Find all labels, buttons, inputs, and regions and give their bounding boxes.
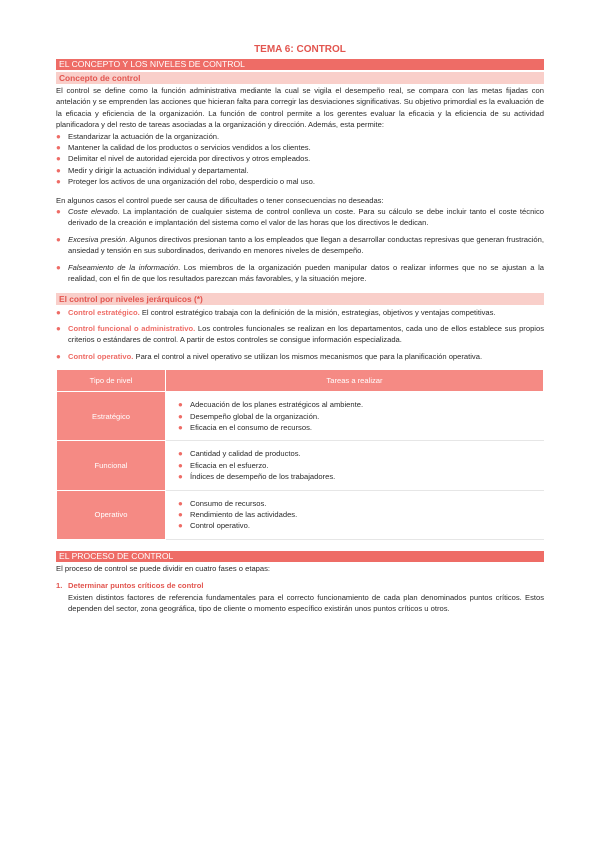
table-cell-level: Estratégico bbox=[57, 392, 166, 441]
table-cell-level: Operativo bbox=[57, 490, 166, 539]
list-item: ● Índices de desempeño de los trabajadores. bbox=[178, 472, 336, 482]
list-item: ● Proteger los activos de una organización del robo, desperdicio o mal uso. bbox=[56, 177, 315, 187]
difficulties-list bbox=[56, 206, 544, 284]
concept-paragraph: El control se define como la función administrativa mediante la cual se vigila el desempeño real, se compara con las metas fijadas con antelación y se emprenden las acciones que hicieran falta para corregir las desviaciones significativas. Su objetivo primordial es la evaluación de la eficacia y eficiencia de la organización. La función de control permite a los gerentes evaluar la eficacia y la eficiencia de su actividad planificadora y del resto de tareas asociadas a la organización y dirección. Además, esta permite: bbox=[56, 86, 544, 130]
table-row bbox=[57, 441, 544, 490]
page-content bbox=[56, 44, 544, 614]
bullet-icon: ● bbox=[56, 351, 61, 361]
bullet-icon: ● bbox=[56, 177, 61, 187]
list-item: ● Eficacia en el esfuerzo. bbox=[178, 460, 269, 470]
levels-list bbox=[56, 307, 544, 363]
document-title: TEMA 6: CONTROL bbox=[254, 44, 346, 55]
subheading-concept: Concepto de control bbox=[56, 72, 544, 84]
list-item: ● Cantidad y calidad de productos. bbox=[178, 449, 301, 459]
list-item: ● Falseamiento de la información. Los miembros de la organización pueden manipular datos o realizar informes que no se ajustan a la realidad, con el fin de que los resultados parezcan más favorables, y la situación mejore. bbox=[56, 262, 544, 284]
bullet-icon: ● bbox=[178, 411, 183, 421]
bullet-icon: ● bbox=[178, 498, 183, 508]
difficulty-term: Coste elevado bbox=[68, 207, 118, 217]
section-heading-concept-levels: EL CONCEPTO Y LOS NIVELES DE CONTROL bbox=[56, 59, 544, 70]
table-header-level: Tipo de nivel bbox=[57, 370, 166, 392]
step-number: 1. bbox=[56, 581, 63, 591]
list-item: ● Coste elevado. La implantación de cualquier sistema de control conlleva un coste. Para su cálculo se debe incluir tanto el coste técnico derivado de la creación e implantación del sistema como el valor de las horas que los directivos le dedican. bbox=[56, 207, 544, 228]
bullet-icon: ● bbox=[178, 400, 183, 410]
bullet-icon: ● bbox=[56, 154, 61, 164]
difficulty-term: Excesiva presión bbox=[68, 234, 126, 244]
level-term: Control operativo. bbox=[68, 351, 134, 361]
bullet-icon: ● bbox=[56, 262, 61, 272]
bullet-icon: ● bbox=[56, 165, 61, 175]
process-intro: El proceso de control se puede dividir en cuatro fases o etapas: bbox=[56, 563, 271, 573]
bullet-icon: ● bbox=[56, 323, 61, 333]
list-item: ● Mantener la calidad de los productos o servicios vendidos a los clientes. bbox=[56, 143, 311, 153]
bullet-icon: ● bbox=[56, 307, 61, 317]
bullet-icon: ● bbox=[56, 143, 61, 153]
difficulty-term: Falseamiento de la información bbox=[68, 262, 179, 272]
table-header-row bbox=[57, 370, 544, 392]
list-item: ● Eficacia en el consumo de recursos. bbox=[178, 422, 312, 432]
list-item: ● Consumo de recursos. bbox=[178, 498, 267, 508]
bullet-icon: ● bbox=[56, 131, 61, 141]
list-item: ● Control operativo. bbox=[178, 521, 250, 531]
list-item: ● Desempeño global de la organización. bbox=[178, 411, 320, 421]
list-item: ● Adecuación de los planes estratégicos al ambiente. bbox=[178, 400, 364, 410]
bullet-icon: ● bbox=[178, 472, 183, 482]
bullet-icon: ● bbox=[178, 449, 183, 459]
list-item bbox=[56, 580, 544, 614]
list-item: ● Delimitar el nivel de autoridad ejercida por directivos y otros empleados. bbox=[56, 154, 311, 164]
step-text: Existen distintos factores de referencia fundamentales para el correcto funcionamiento de cada plan denominados puntos críticos. Estos dependen del sector, zona geográfica, tipo de cliente o momento específico existirán unos puntos críticos u otros. bbox=[68, 592, 544, 613]
level-term: Control estratégico. bbox=[68, 307, 140, 317]
list-item: ● Excesiva presión. Algunos directivos presionan tanto a los empleados que llegan a desarrollar conductas represivas que generan frustración, ansiedad y tensión en sus subordinados, derivando en menores niveles de desempeño. bbox=[56, 234, 544, 256]
level-term: Control funcional o administrativo. bbox=[68, 323, 196, 333]
table-cell-tasks bbox=[166, 441, 544, 490]
bullet-icon: ● bbox=[178, 460, 183, 470]
bullet-icon: ● bbox=[56, 207, 61, 217]
list-item: ● Control operativo. Para el control a nivel operativo se utilizan los mismos mecanismos que para la planificación operativa. bbox=[56, 351, 483, 361]
bullet-icon: ● bbox=[178, 521, 183, 531]
table-header-tasks: Tareas a realizar bbox=[166, 370, 544, 392]
table-cell-tasks bbox=[166, 392, 544, 441]
levels-table bbox=[56, 369, 544, 540]
table-row bbox=[57, 392, 544, 441]
process-steps-list bbox=[56, 580, 544, 614]
list-item: ● Control funcional o administrativo. Los controles funcionales se realizan en los departamentos, cada uno de ellos establece sus propios criterios o estándares de control. A partir de estos controles se consigue información especializada. bbox=[56, 323, 544, 345]
difficulties-intro: En algunos casos el control puede ser causa de dificultades o tener consecuencias no deseadas: bbox=[56, 195, 384, 205]
bullet-icon: ● bbox=[178, 422, 183, 432]
bullet-icon: ● bbox=[178, 509, 183, 519]
bullet-icon: ● bbox=[56, 234, 61, 244]
section-heading-process: EL PROCESO DE CONTROL bbox=[56, 551, 544, 562]
concept-bullet-list bbox=[56, 131, 544, 188]
list-item: ● Rendimiento de las actividades. bbox=[178, 509, 298, 519]
subheading-levels: El control por niveles jerárquicos (*) bbox=[56, 293, 544, 305]
list-item: ● Control estratégico. El control estratégico trabaja con la definición de la misión, estrategias, objetivos y ventajas competitivas. bbox=[56, 307, 496, 317]
step-title: Determinar puntos críticos de control bbox=[68, 581, 204, 591]
list-item: ● Medir y dirigir la actuación individual y departamental. bbox=[56, 165, 249, 175]
table-cell-tasks bbox=[166, 490, 544, 539]
table-row bbox=[57, 490, 544, 539]
table-cell-level: Funcional bbox=[57, 441, 166, 490]
list-item: ● Estandarizar la actuación de la organización. bbox=[56, 131, 220, 141]
